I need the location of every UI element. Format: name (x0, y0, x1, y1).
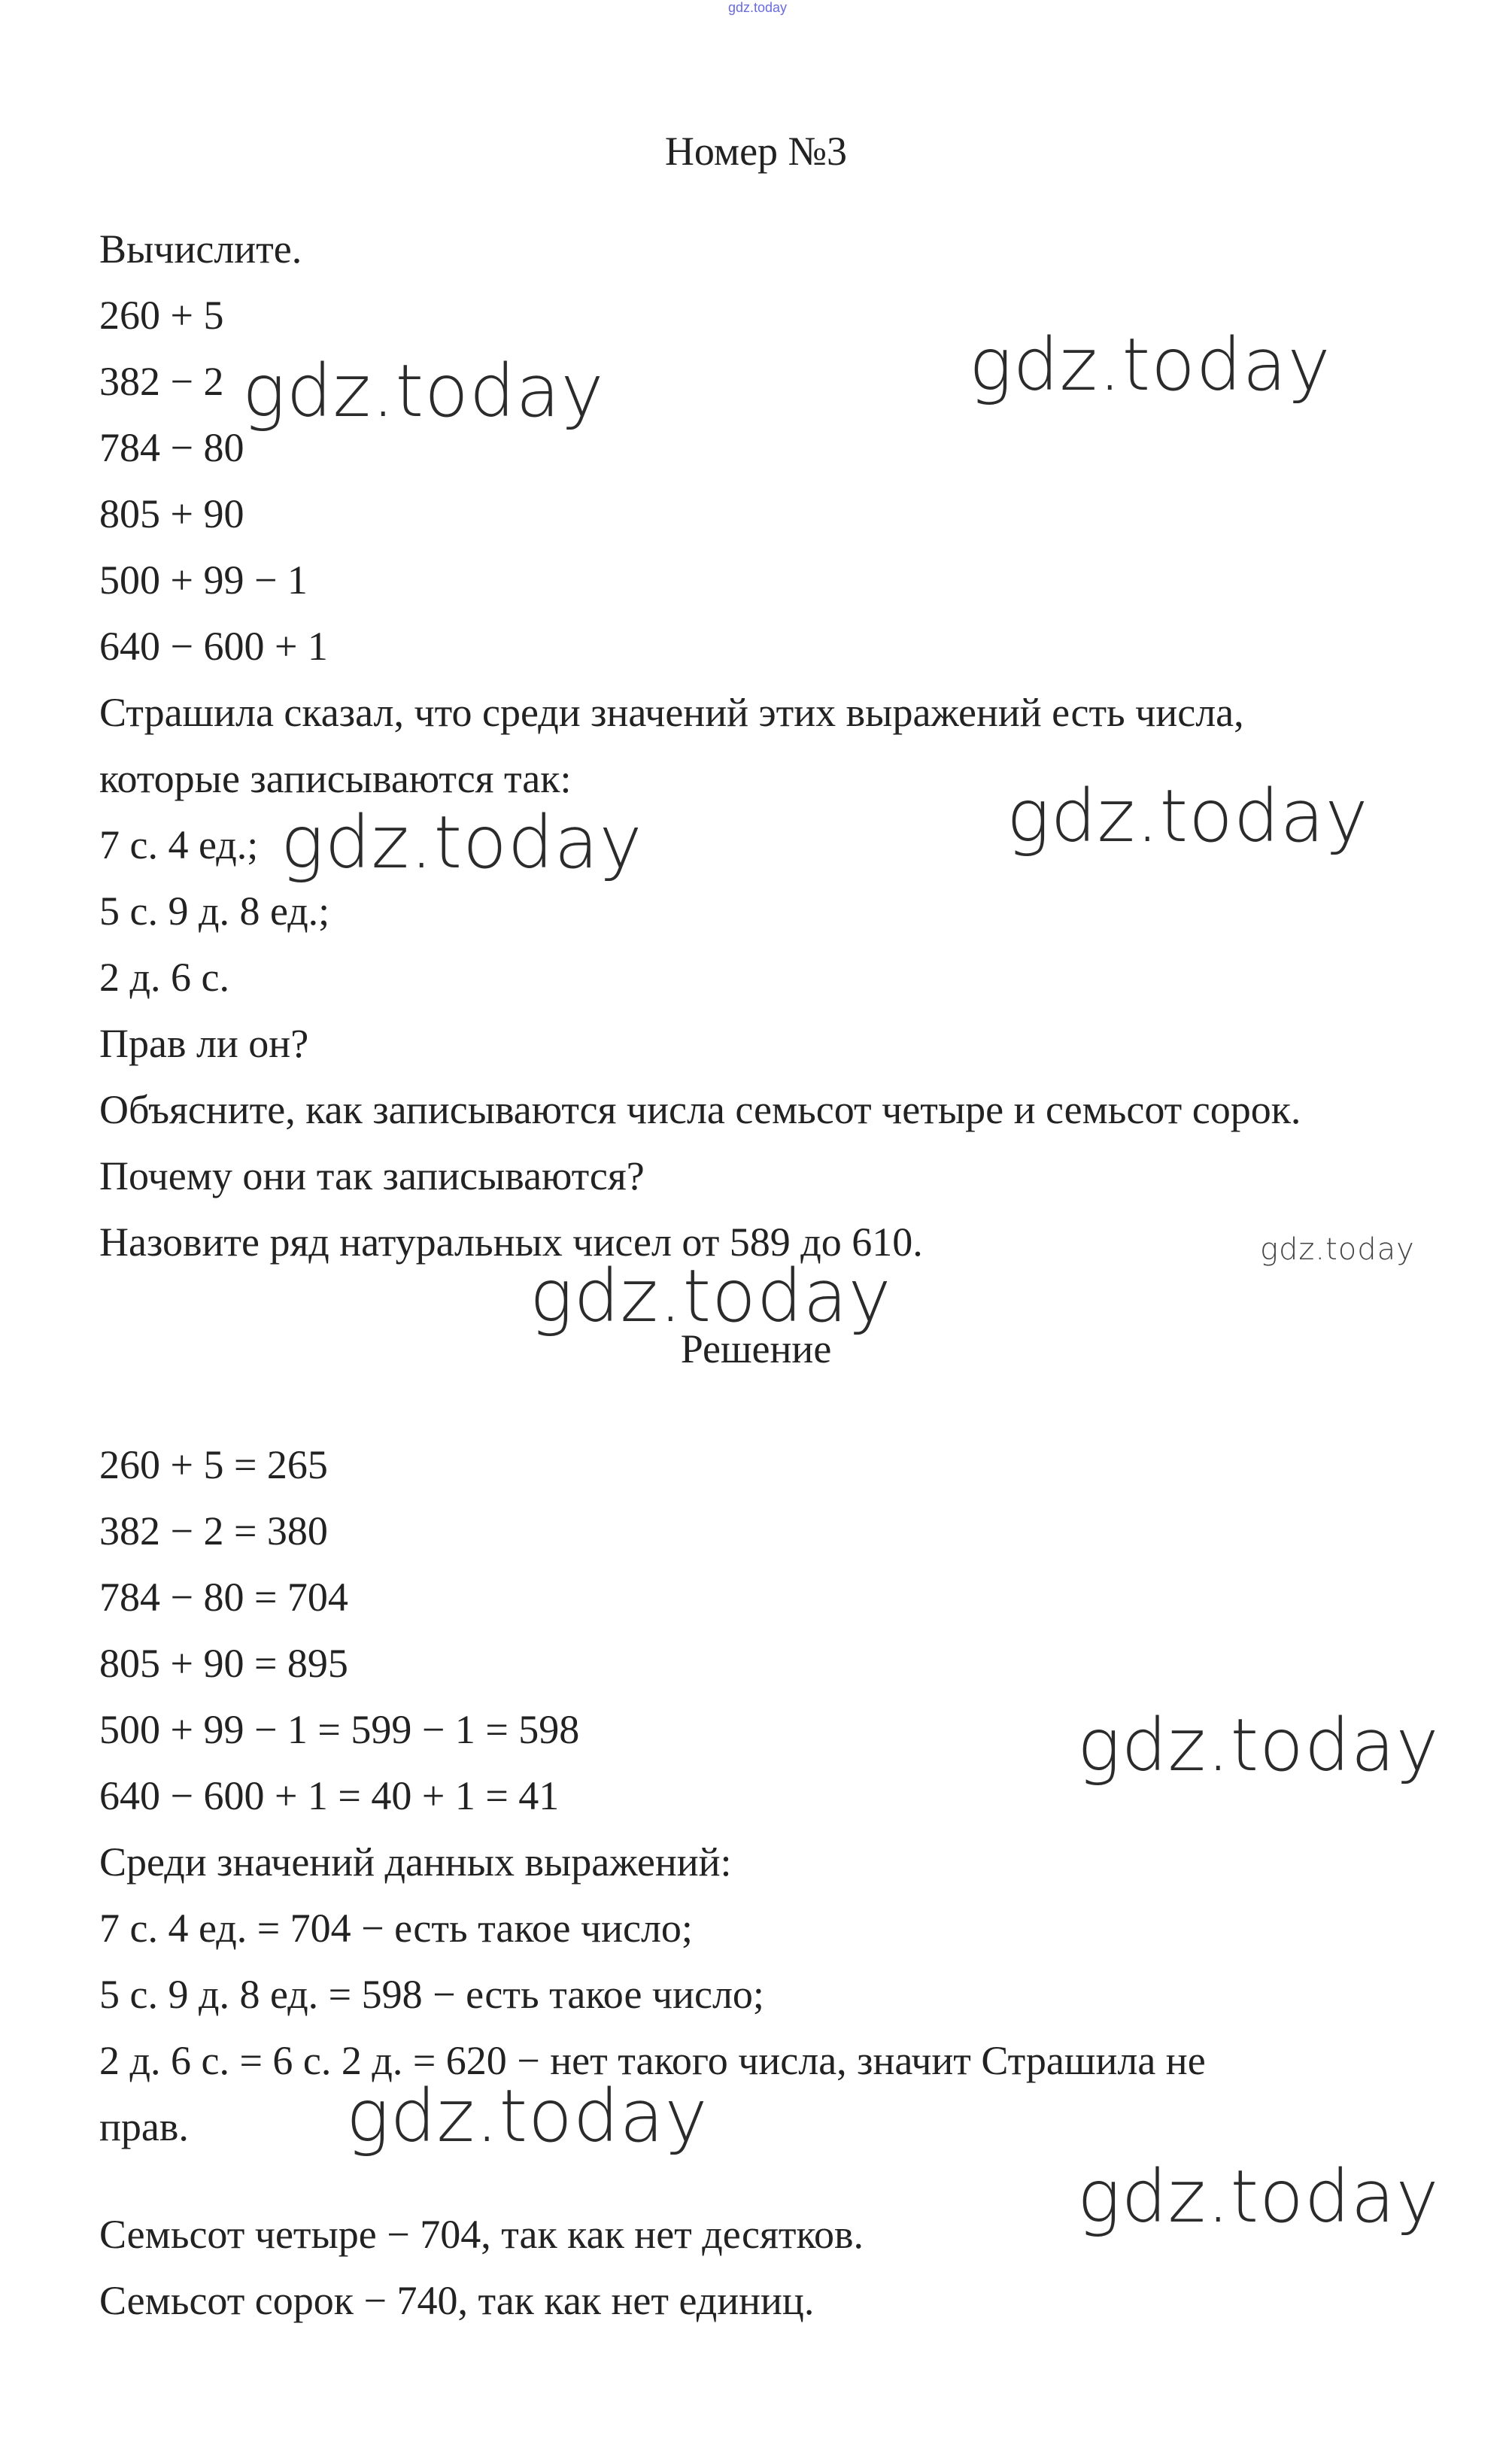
solution-line: 2 д. 6 с. = 6 с. 2 д. = 620 − нет такого числа, значит Страшила не (99, 2038, 1206, 2083)
task-line: Почему они так записываются? (99, 1153, 645, 1198)
task-line: 640 − 600 + 1 (99, 624, 328, 669)
task-line: 784 − 80 (99, 425, 244, 470)
solution-line: 260 + 5 = 265 (99, 1442, 328, 1487)
task-line: Прав ли он? (99, 1021, 309, 1066)
solution-line: 784 − 80 = 704 (99, 1575, 348, 1620)
top-watermark: gdz.today (728, 0, 788, 15)
task-line: 2 д. 6 с. (99, 955, 229, 1000)
solution-line: 805 + 90 = 895 (99, 1641, 348, 1686)
task-line: 7 с. 4 ед.; (99, 822, 259, 867)
task-line: которые записываются так: (99, 756, 572, 801)
solution-line: Семьсот четыре − 704, так как нет десятков. (99, 2212, 864, 2257)
watermark: gdz.today (1006, 774, 1369, 858)
task-line: 500 + 99 − 1 (99, 557, 308, 603)
task-line: Вычислите. (99, 226, 302, 272)
watermark: gdz.today (346, 2074, 709, 2158)
task-line: Объясните, как записываются числа семьсот четыре и семьсот сорок. (99, 1087, 1301, 1132)
solution-line: Среди значений данных выражений: (99, 1839, 732, 1885)
solution-line: 500 + 99 − 1 = 599 − 1 = 598 (99, 1707, 580, 1752)
solution-line: 5 с. 9 д. 8 ед. = 598 − есть такое число; (99, 1972, 764, 2017)
solution-line: Семьсот сорок − 740, так как нет единиц. (99, 2278, 815, 2323)
watermark: gdz.today (1260, 1232, 1415, 1267)
watermark: gdz.today (1077, 2155, 1440, 2239)
watermark: gdz.today (1077, 1703, 1440, 1787)
task-line: 382 − 2 (99, 359, 224, 404)
task-line: 260 + 5 (99, 293, 224, 338)
watermark: gdz.today (281, 800, 643, 885)
solution-line: 640 − 600 + 1 = 40 + 1 = 41 (99, 1773, 560, 1818)
task-line: 5 с. 9 д. 8 ед.; (99, 888, 330, 934)
watermark: gdz.today (530, 1254, 892, 1338)
solution-line: прав. (99, 2104, 189, 2149)
watermark: gdz.today (242, 349, 605, 433)
solution-title: Решение (680, 1326, 832, 1371)
task-line: Назовите ряд натуральных чисел от 589 до 610. (99, 1219, 923, 1265)
watermark: gdz.today (969, 323, 1331, 407)
task-line: Страшила сказал, что среди значений этих выражений есть числа, (99, 690, 1244, 735)
page-title: Номер №3 (664, 129, 848, 174)
solution-line: 7 с. 4 ед. = 704 − есть такое число; (99, 1906, 693, 1951)
solution-line: 382 − 2 = 380 (99, 1508, 328, 1554)
task-line: 805 + 90 (99, 491, 244, 536)
